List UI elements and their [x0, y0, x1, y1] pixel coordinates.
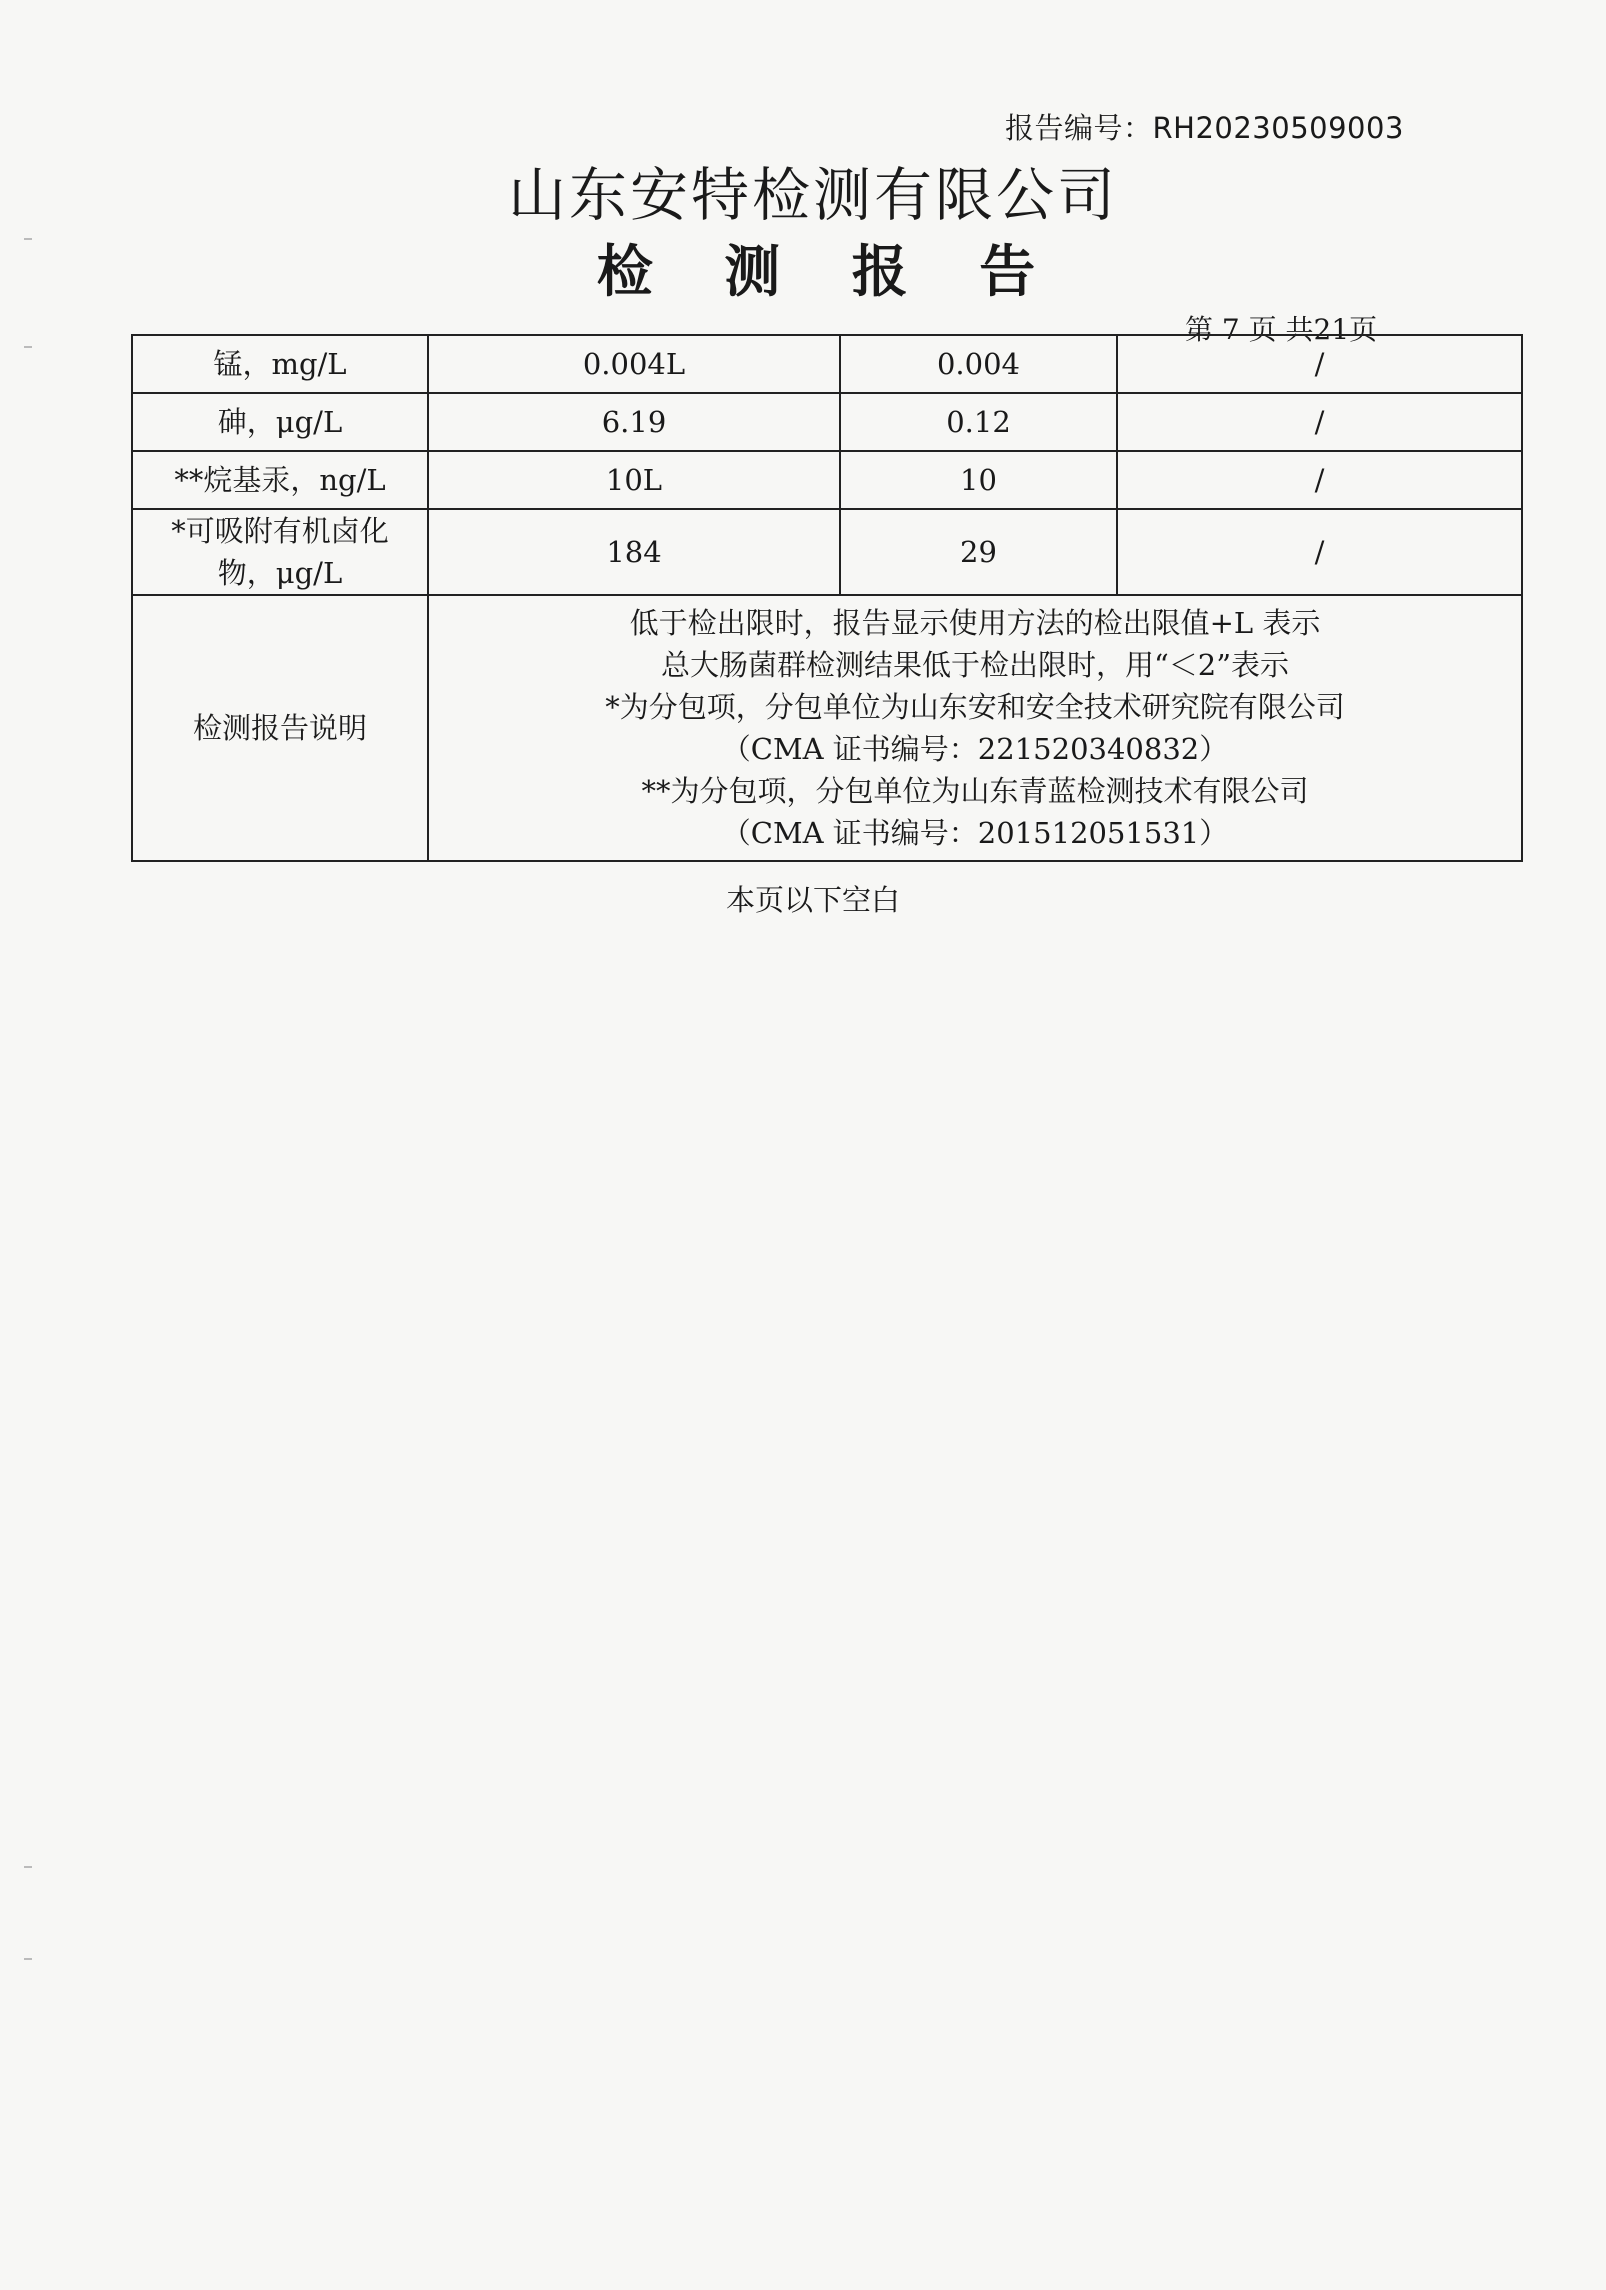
item-line: 物，μg/L [217, 556, 343, 590]
table-row [132, 335, 1522, 393]
note-line: （CMA 证书编号：221520340832） [721, 732, 1229, 766]
table-row [132, 509, 1522, 595]
table-row [132, 393, 1522, 451]
limit-cell: 0.004 [840, 335, 1117, 393]
scan-mark [24, 1866, 32, 1868]
notes-row [132, 595, 1522, 861]
document-title: 检 测 报 告 [596, 240, 1062, 305]
remark-cell: / [1117, 509, 1522, 595]
scan-mark [24, 346, 32, 348]
result-cell: 10L [428, 451, 840, 509]
note-line: 总大肠菌群检测结果低于检出限时，用“＜2”表示 [660, 648, 1290, 682]
limit-cell: 29 [840, 509, 1117, 595]
item-line: *可吸附有机卤化 [171, 514, 389, 548]
scan-mark [24, 1958, 32, 1960]
note-line: 低于检出限时，报告显示使用方法的检出限值+L 表示 [629, 606, 1321, 640]
result-cell: 184 [428, 509, 840, 595]
scan-mark [24, 238, 32, 240]
note-line: *为分包项，分包单位为山东安和安全技术研究院有限公司 [605, 690, 1345, 724]
table-row [132, 451, 1522, 509]
item-cell [132, 509, 428, 595]
remark-cell: / [1117, 451, 1522, 509]
page-info: 第 7 页 共21页 [1185, 313, 1378, 346]
limit-cell: 0.12 [840, 393, 1117, 451]
remark-cell: / [1117, 335, 1522, 393]
company-name: 山东安特检测有限公司 [507, 161, 1118, 229]
item-cell: 锰，mg/L [132, 335, 428, 393]
remark-cell: / [1117, 393, 1522, 451]
notes-cell [428, 595, 1522, 861]
report-number: 报告编号：RH20230509003 [1005, 111, 1404, 145]
result-cell: 0.004L [428, 335, 840, 393]
item-cell: **烷基汞，ng/L [132, 451, 428, 509]
blank-page-note: 本页以下空白 [725, 883, 900, 917]
result-cell: 6.19 [428, 393, 840, 451]
results-table [131, 334, 1523, 862]
item-cell: 砷，μg/L [132, 393, 428, 451]
note-line: （CMA 证书编号：201512051531） [721, 816, 1229, 850]
limit-cell: 10 [840, 451, 1117, 509]
note-line: **为分包项，分包单位为山东青蓝检测技术有限公司 [641, 774, 1309, 808]
notes-label: 检测报告说明 [132, 595, 428, 861]
